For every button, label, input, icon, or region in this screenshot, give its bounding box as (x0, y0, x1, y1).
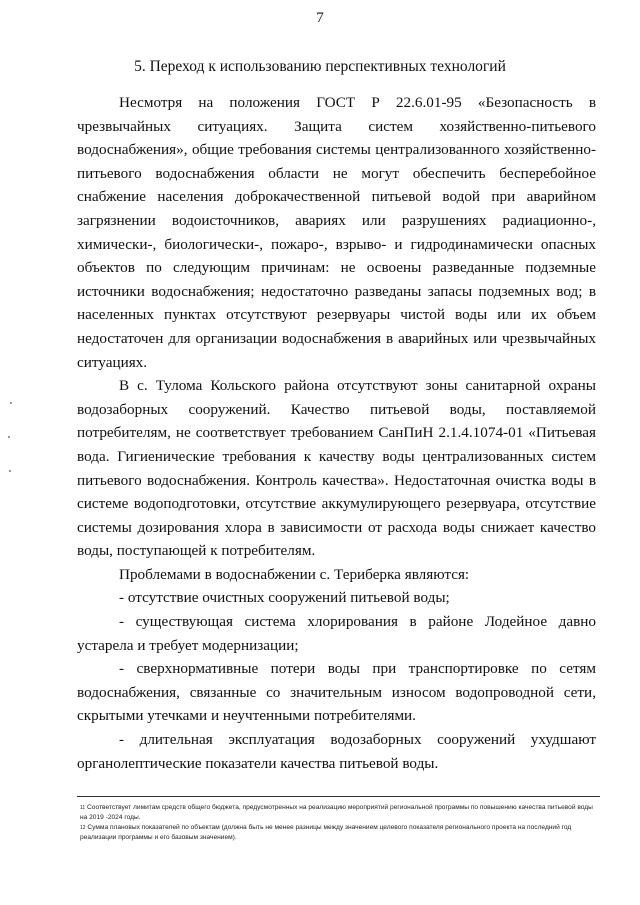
paragraph: Проблемами в водоснабжении с. Териберка являются: (119, 565, 470, 583)
document-body (77, 91, 596, 775)
footnote-mark: 11 (80, 805, 86, 811)
list-item: - длительная эксплуатация водозаборных сооружений ухудшают органолептические показатели качества питьевой воды. (77, 731, 596, 772)
footnote (80, 823, 600, 843)
footnote-text: Сумма плановых показателей по объектам (должна быть не менее разницы между значением целевого показателя регионального проекта на последний год реализации программы и его базовым значением). (80, 824, 572, 841)
scan-speck (8, 436, 10, 438)
footnotes (80, 803, 600, 843)
footnote-divider (77, 796, 600, 797)
footnote-mark: 12 (80, 825, 86, 831)
paragraph: В с. Тулома Кольского района отсутствуют зоны санитарной охраны водозаборных сооружений. Качество питьевой воды, поставляемой потребителям, не соответствует требованием СанПиН 2.1.4.1074-01 «Питьевая вода. Гигиенические требования к качеству воды централизованных систем питьевого водоснабжения. Контроль качества». Недостаточная очистка воды в системе водоподготовки, отсутствие аккумулирующего резервуара, отсутствие системы дозирования хлора в зависимости от расхода воды снижает качество воды, поступающей к потребителям. (77, 377, 596, 560)
list-item: - сверхнормативные потери воды при транспортировке по сетям водоснабжения, связанные со значительным износом водопроводной сети, скрытыми утечками и неучтенными потребителями. (77, 660, 596, 725)
scan-speck (9, 470, 11, 472)
section-heading: 5. Переход к использованию перспективных технологий (134, 58, 506, 75)
list-item: - отсутствие очистных сооружений питьевой воды; (119, 589, 450, 607)
footnote (80, 803, 600, 823)
list-item: - существующая система хлорирования в районе Лодейное давно устарела и требует модернизации; (77, 613, 596, 654)
footnote-text: Соответствует лимитам средств общего бюджета, предусмотренных на реализацию мероприятий региональной программы по повышению качества питьевой воды на 2019 -2024 годы. (80, 804, 593, 821)
scan-speck (10, 402, 12, 404)
page-number: 7 (316, 10, 324, 26)
paragraph: Несмотря на положения ГОСТ Р 22.6.01-95 «Безопасность в чрезвычайных ситуациях. Защита систем хозяйственно-питьевого водоснабжения», общие требования системы централизованного хозяйственно-питьевого водоснабжения области не могут обеспечить бесперебойное снабжение населения доброкачественной питьевой водой при аварийном загрязнении водоисточников, авариях или разрушениях радиационно-, химически-, биологически-, пожаро-, взрыво- и гидродинамически опасных объектов по следующим причинам: не освоены разведанные подземные источники водоснабжения; недостаточно разведаны запасы подземных вод; в населенных пунктах отсутствуют резервуары чистой воды или их объем недостаточен для организации водоснабжения в аварийных или чрезвычайных ситуациях. (77, 94, 596, 371)
